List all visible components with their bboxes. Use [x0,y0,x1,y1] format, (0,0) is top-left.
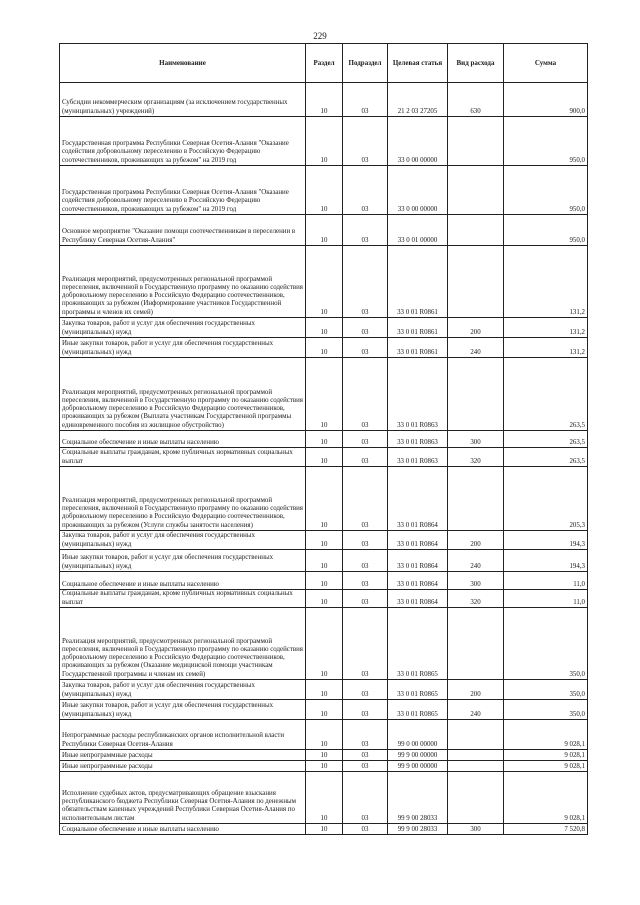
row-section: 10 [306,338,343,358]
row-target: 33 0 01 R0864 [388,550,448,572]
row-subsection: 03 [343,83,388,117]
row-name: Иные непрограммные расходы [60,750,306,761]
table-row [60,166,588,215]
row-sum: 900,0 [504,83,588,117]
row-name: Социальные выплаты гражданам, кроме публичных нормативных социальных выплат [60,590,306,608]
row-target: 33 0 01 R0864 [388,531,448,550]
row-sum: 131,2 [504,318,588,338]
row-name: Государственная программа Республики Северная Осетия-Алания "Оказание содействия добровольному переселению в Российскую Федерацию соотечественников, проживающих за рубежом" на 2019 год [60,117,306,166]
row-name: Субсидии некоммерческим организациям (за исключением государственных (муниципальных) учреждений) [60,83,306,117]
table-row [60,83,588,117]
row-sum: 350,0 [504,700,588,720]
row-target: 99 9 00 00000 [388,750,448,761]
row-subsection: 03 [343,680,388,700]
row-expense [448,750,504,761]
row-section: 10 [306,750,343,761]
table-row [60,448,588,467]
row-expense [448,358,504,431]
row-expense [448,720,504,750]
row-subsection: 03 [343,590,388,608]
table-row [60,550,588,572]
row-section: 10 [306,720,343,750]
row-target: 33 0 01 R0863 [388,448,448,467]
row-section: 10 [306,680,343,700]
row-sum: 11,0 [504,590,588,608]
row-subsection: 03 [343,550,388,572]
row-subsection: 03 [343,215,388,246]
row-section: 10 [306,246,343,318]
row-target: 33 0 01 R0861 [388,246,448,318]
row-section: 10 [306,448,343,467]
row-expense [448,117,504,166]
row-expense [448,608,504,680]
row-sum: 350,0 [504,608,588,680]
table-row [60,772,588,824]
row-expense: 320 [448,590,504,608]
row-subsection: 03 [343,338,388,358]
row-subsection: 03 [343,608,388,680]
row-sum: 950,0 [504,117,588,166]
table-row [60,720,588,750]
row-subsection: 03 [343,358,388,431]
header-subsection: Подраздел [343,44,388,83]
table-row [60,680,588,700]
row-expense [448,166,504,215]
row-section: 10 [306,550,343,572]
row-name: Иные закупки товаров, работ и услуг для обеспечения государственных (муниципальных) нужд [60,338,306,358]
row-sum: 194,3 [504,531,588,550]
row-sum: 263,5 [504,431,588,448]
table-row [60,590,588,608]
row-sum: 11,0 [504,572,588,590]
row-target: 33 0 01 R0864 [388,467,448,531]
table-row [60,608,588,680]
row-section: 10 [306,590,343,608]
row-expense [448,772,504,824]
row-expense: 240 [448,338,504,358]
table-row [60,318,588,338]
row-subsection: 03 [343,761,388,772]
table-row [60,572,588,590]
table-row [60,338,588,358]
row-expense: 200 [448,531,504,550]
row-target: 33 0 01 00000 [388,215,448,246]
row-name: Иные непрограммные расходы [60,761,306,772]
row-expense [448,467,504,531]
budget-table [59,43,588,835]
row-target: 99 9 00 28033 [388,824,448,835]
table-row [60,215,588,246]
row-target: 33 0 01 R0865 [388,700,448,720]
row-section: 10 [306,318,343,338]
row-target: 99 9 00 00000 [388,761,448,772]
row-subsection: 03 [343,531,388,550]
row-section: 10 [306,772,343,824]
row-target: 33 0 01 R0864 [388,572,448,590]
row-target: 33 0 01 R0863 [388,358,448,431]
header-target: Целевая статья [388,44,448,83]
row-subsection: 03 [343,772,388,824]
table-row [60,117,588,166]
row-subsection: 03 [343,700,388,720]
row-target: 99 0 00 00000 [388,720,448,750]
row-name: Реализация мероприятий, предусмотренных региональной программой переселения, включенной в Государственную программу по оказанию содействия добровольному переселению в Российскую Федерацию соотечественников, проживающих за рубежом (Информирование участников Государственной программы и членов их семей) [60,246,306,318]
row-subsection: 03 [343,246,388,318]
row-name: Государственная программа Республики Северная Осетия-Алания "Оказание содействия добровольному переселению в Российскую Федерацию соотечественников, проживающих за рубежом" на 2019 год [60,166,306,215]
row-section: 10 [306,467,343,531]
row-subsection: 03 [343,117,388,166]
row-expense [448,761,504,772]
row-sum: 950,0 [504,215,588,246]
row-target: 33 0 01 R0864 [388,590,448,608]
row-subsection: 03 [343,318,388,338]
row-name: Закупка товаров, работ и услуг для обеспечения государственных (муниципальных) нужд [60,531,306,550]
row-expense: 300 [448,824,504,835]
row-sum: 131,2 [504,246,588,318]
header-section: Раздел [306,44,343,83]
row-subsection: 03 [343,720,388,750]
row-expense: 240 [448,550,504,572]
row-section: 10 [306,166,343,215]
row-sum: 205,3 [504,467,588,531]
row-subsection: 03 [343,750,388,761]
row-expense: 320 [448,448,504,467]
row-section: 10 [306,117,343,166]
row-name: Социальное обеспечение и иные выплаты населению [60,572,306,590]
row-target: 21 2 03 27205 [388,83,448,117]
row-expense [448,246,504,318]
row-name: Непрограммные расходы республиканских органов исполнительной власти Республики Северная Осетия-Алания [60,720,306,750]
row-sum: 950,0 [504,166,588,215]
row-target: 33 0 00 00000 [388,117,448,166]
row-name: Закупка товаров, работ и услуг для обеспечения государственных (муниципальных) нужд [60,318,306,338]
row-section: 10 [306,215,343,246]
row-expense: 630 [448,83,504,117]
table-row [60,750,588,761]
row-section: 10 [306,431,343,448]
page-number: 229 [313,31,327,41]
row-subsection: 03 [343,166,388,215]
row-expense: 300 [448,431,504,448]
header-name: Наименование [60,44,306,83]
row-name: Основное мероприятие "Оказание помощи соотечественникам в переселении в Республику Северная Осетия-Алания" [60,215,306,246]
row-section: 10 [306,761,343,772]
row-target: 33 0 01 R0861 [388,318,448,338]
row-expense [448,215,504,246]
row-sum: 9 028,1 [504,720,588,750]
table-header-row [60,44,588,83]
row-name: Иные закупки товаров, работ и услуг для обеспечения государственных (муниципальных) нужд [60,550,306,572]
row-expense: 240 [448,700,504,720]
row-subsection: 03 [343,824,388,835]
row-name: Исполнение судебных актов, предусматривающих обращение взыскания республиканского бюджета Республики Северная Осетия-Алания по денежным обязательствам казенных учреждений Республики Северная Осетия-Алания по исполнительным листам [60,772,306,824]
row-section: 10 [306,358,343,431]
row-name: Закупка товаров, работ и услуг для обеспечения государственных (муниципальных) нужд [60,680,306,700]
table-row [60,824,588,835]
row-target: 33 0 01 R0865 [388,608,448,680]
row-name: Реализация мероприятий, предусмотренных региональной программой переселения, включенной в Государственную программу по оказанию содействия добровольному переселению в Российскую Федерацию соотечественников, проживающих за рубежом (Выплата участникам Государственной программы единовременного пособия из жилищное обустройство) [60,358,306,431]
row-name: Социальное обеспечение и иные выплаты населению [60,431,306,448]
row-subsection: 03 [343,467,388,531]
row-target: 33 0 01 R0861 [388,338,448,358]
row-section: 10 [306,608,343,680]
table-row [60,431,588,448]
row-sum: 263,5 [504,358,588,431]
row-target: 33 0 01 R0865 [388,680,448,700]
table-row [60,358,588,431]
row-section: 10 [306,572,343,590]
row-subsection: 03 [343,431,388,448]
table-row [60,246,588,318]
row-name: Социальные выплаты гражданам, кроме публичных нормативных социальных выплат [60,448,306,467]
row-subsection: 03 [343,448,388,467]
row-target: 33 0 01 R0863 [388,431,448,448]
row-section: 10 [306,83,343,117]
row-expense: 300 [448,572,504,590]
row-name: Реализация мероприятий, предусмотренных региональной программой переселения, включенной в Государственную программу по оказанию содействия добровольному переселению в Российскую Федерацию соотечественников, проживающих за рубежом (Оказание медицинской помощи участникам Государственной программы и членам их семей) [60,608,306,680]
header-expense: Вид расхода [448,44,504,83]
row-subsection: 03 [343,572,388,590]
row-section: 10 [306,824,343,835]
row-sum: 350,0 [504,680,588,700]
row-sum: 9 028,1 [504,772,588,824]
header-sum: Сумма [504,44,588,83]
table-row [60,467,588,531]
table-row [60,531,588,550]
row-section: 10 [306,700,343,720]
row-sum: 9 028,1 [504,750,588,761]
row-sum: 263,5 [504,448,588,467]
table-row [60,761,588,772]
row-sum: 194,3 [504,550,588,572]
row-sum: 131,2 [504,338,588,358]
row-name: Иные закупки товаров, работ и услуг для обеспечения государственных (муниципальных) нужд [60,700,306,720]
row-name: Социальное обеспечение и иные выплаты населению [60,824,306,835]
row-section: 10 [306,531,343,550]
row-sum: 9 028,1 [504,761,588,772]
row-target: 33 0 00 00000 [388,166,448,215]
row-expense: 200 [448,680,504,700]
row-expense: 200 [448,318,504,338]
row-name: Реализация мероприятий, предусмотренных региональной программой переселения, включенной в Государственную программу по оказанию содействия добровольному переселению в Российскую Федерацию соотечественников, проживающих за рубежом (Услуги службы занятости населения) [60,467,306,531]
row-target: 99 9 00 28033 [388,772,448,824]
table-row [60,700,588,720]
row-sum: 7 520,8 [504,824,588,835]
